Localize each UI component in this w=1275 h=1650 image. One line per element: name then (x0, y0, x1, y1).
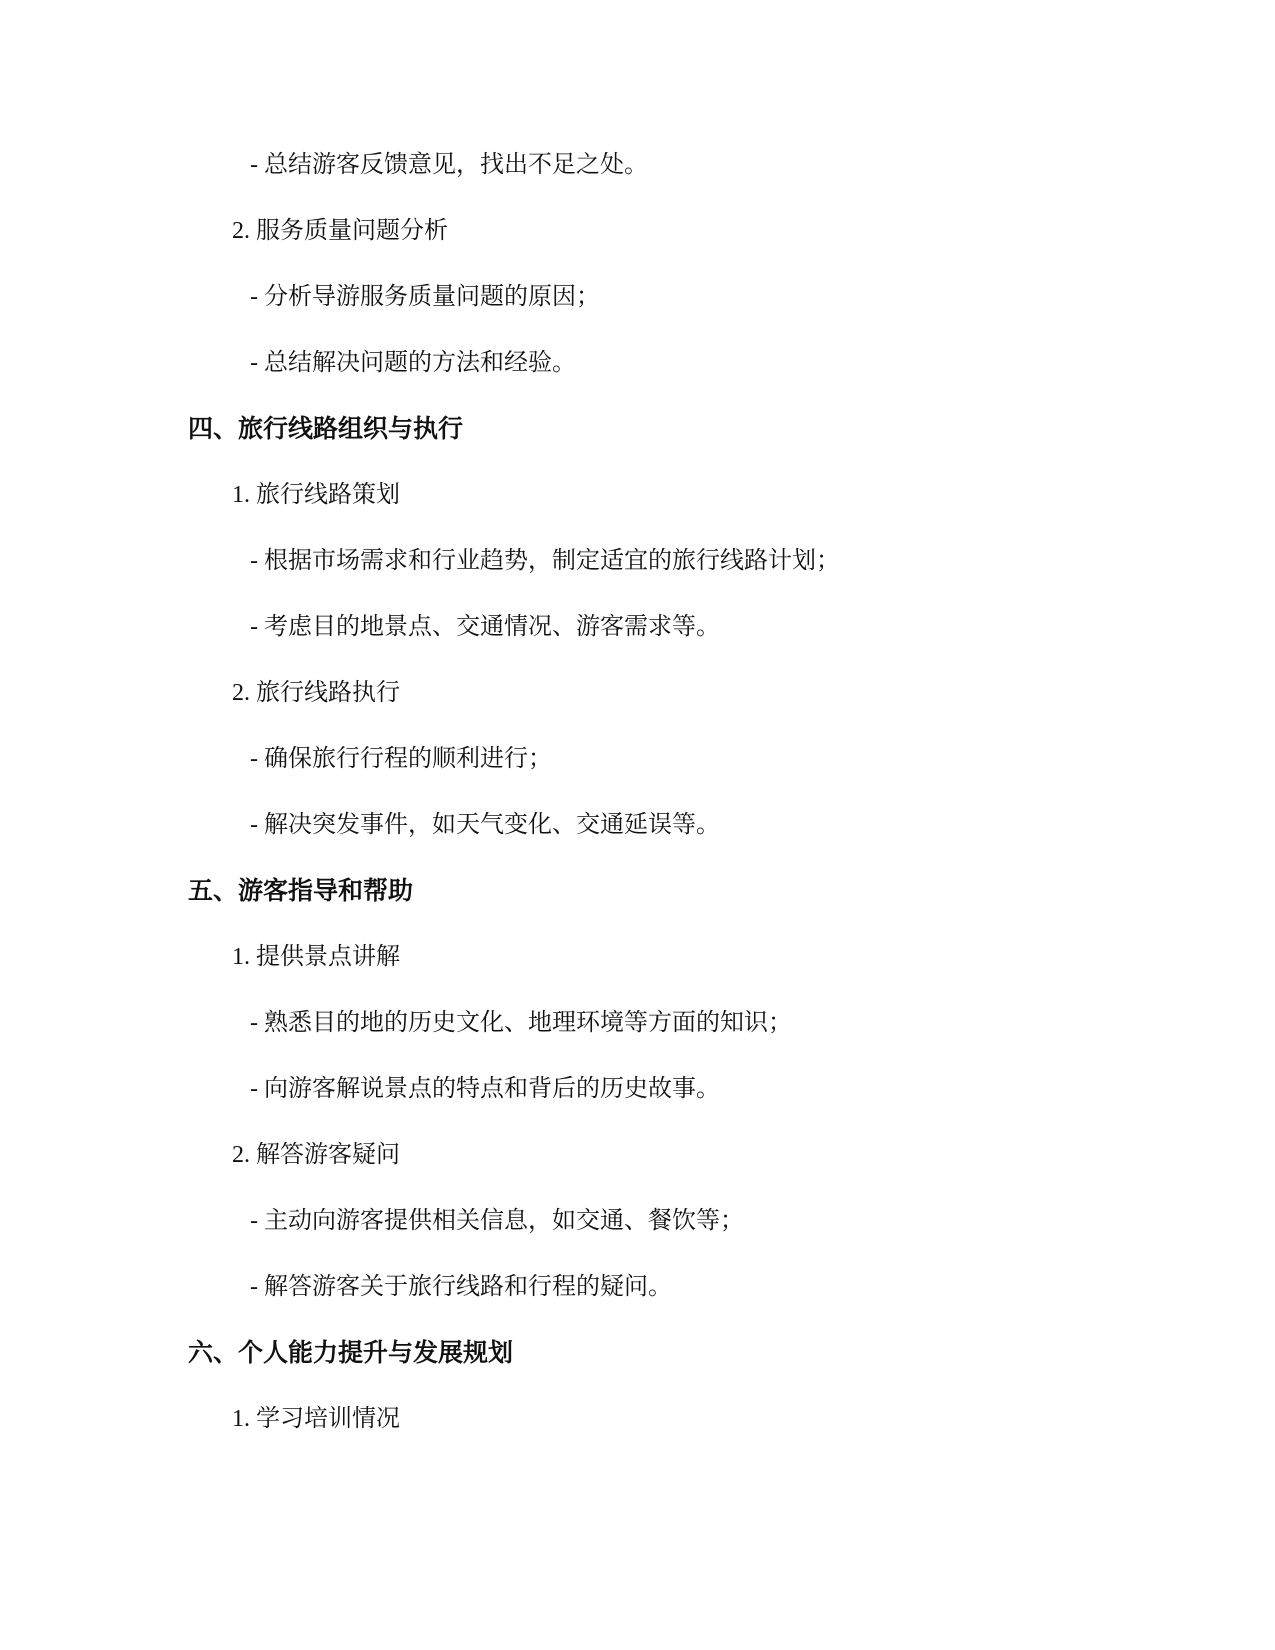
subsection-title: 2. 旅行线路执行 (232, 680, 400, 706)
bullet-line: - 解决突发事件，如天气变化、交通延误等。 (250, 812, 720, 838)
subsection-title: 1. 旅行线路策划 (232, 482, 400, 508)
subsection-title: 2. 服务质量问题分析 (232, 218, 448, 244)
section-heading: 六、个人能力提升与发展规划 (188, 1339, 514, 1367)
subsection-title: 1. 学习培训情况 (232, 1406, 400, 1432)
bullet-line: - 总结游客反馈意见，找出不足之处。 (250, 152, 648, 178)
bullet-line: - 分析导游服务质量问题的原因； (250, 284, 600, 310)
bullet-line: - 根据市场需求和行业趋势，制定适宜的旅行线路计划； (250, 548, 840, 574)
subsection-title: 1. 提供景点讲解 (232, 944, 400, 970)
section-heading: 五、游客指导和帮助 (188, 877, 414, 905)
subsection-title: 2. 解答游客疑问 (232, 1142, 400, 1168)
section-heading: 四、旅行线路组织与执行 (188, 415, 464, 443)
bullet-line: - 考虑目的地景点、交通情况、游客需求等。 (250, 614, 720, 640)
bullet-line: - 向游客解说景点的特点和背后的历史故事。 (250, 1076, 720, 1102)
bullet-line: - 总结解决问题的方法和经验。 (250, 350, 576, 376)
bullet-line: - 熟悉目的地的历史文化、地理环境等方面的知识； (250, 1010, 792, 1036)
bullet-line: - 主动向游客提供相关信息，如交通、餐饮等； (250, 1208, 744, 1234)
bullet-line: - 确保旅行行程的顺利进行； (250, 746, 552, 772)
bullet-line: - 解答游客关于旅行线路和行程的疑问。 (250, 1274, 672, 1300)
